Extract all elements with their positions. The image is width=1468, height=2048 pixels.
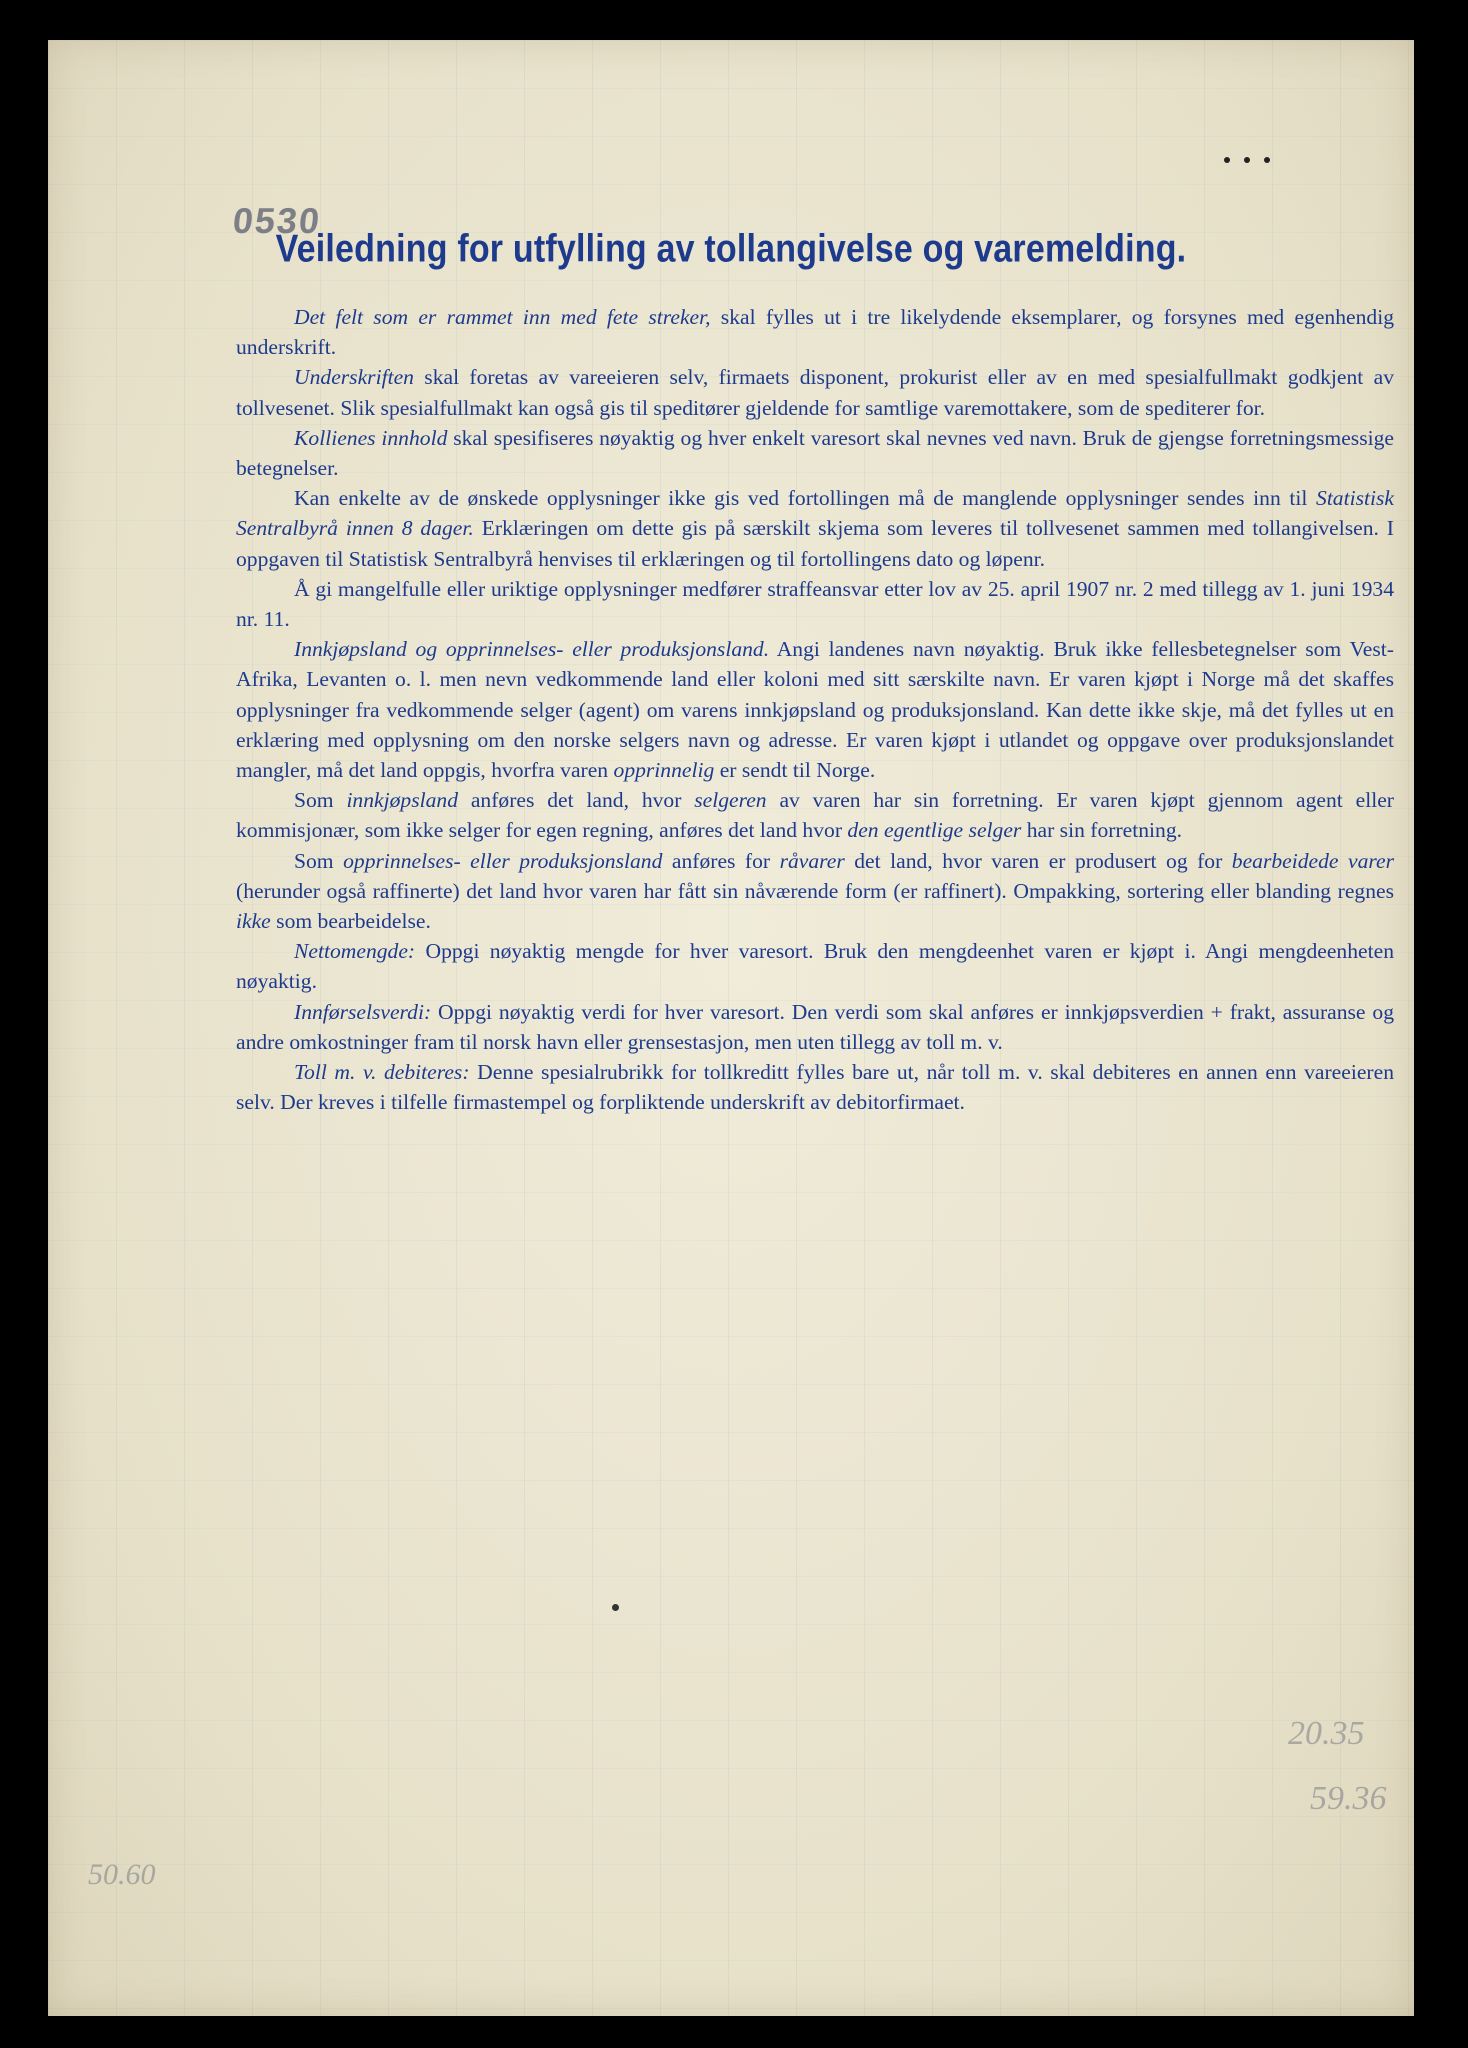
italic-term: den egentlige selger — [847, 818, 1022, 843]
paragraph-text: av varen har sin forretning. Er varen kjøpt gjennom agent eller kommisjonær, som ikke selger for egen regning, anføres det land hvor — [236, 788, 1394, 843]
italic-term: Nettomengde: — [294, 939, 416, 964]
margin-mark-1: 20.35 — [1288, 1715, 1365, 1752]
instruction-paragraph — [236, 574, 1394, 634]
paragraph-text: Som — [294, 848, 344, 873]
paragraph-text: Denne spesialrubrikk for tollkreditt fylles bare ut, når toll m. v. skal debiteres en annen enn vareeieren selv. Der kreves i tilfelle firmastempel og forpliktende underskrift av debitorfirmaet. — [236, 1060, 1395, 1115]
instruction-paragraph — [236, 483, 1394, 574]
paragraph-text: anføres det land, hvor — [458, 788, 695, 813]
italic-term: Kollienes innhold — [294, 425, 448, 450]
instructions-body — [236, 302, 1394, 1117]
paragraph-text: har sin forretning. — [1021, 818, 1183, 843]
paragraph-text: skal spesifiseres nøyaktig og hver enkelt varesort skal nevnes ved navn. Bruk de gjengse forretningsmessige betegnelser. — [236, 425, 1394, 481]
paragraph-text: det land, hvor varen er produsert og for — [844, 848, 1232, 873]
paragraph-text: Oppgi nøyaktig verdi for hver varesort. Den verdi som skal anføres er innkjøpsverdien + frakt, assuranse og andre omkostninger fram til norsk havn eller grensestasjon, men uten tillegg av toll m. v. — [236, 999, 1394, 1054]
paragraph-text: Kan enkelte av de ønskede opplysninger ikke gis ved fortollingen må de manglende opplysninger sendes inn til — [294, 486, 1317, 511]
italic-term: opprinnelses- eller produksjonsland — [343, 848, 663, 873]
instruction-paragraph — [236, 936, 1394, 996]
italic-term: Statistisk Sentralbyrå innen 8 dager. — [236, 486, 1394, 541]
margin-mark-2: 59.36 — [1310, 1780, 1387, 1817]
paragraph-text: skal foretas av vareeieren selv, firmaets disponent, prokurist eller av en med spesialfullmakt godkjent av tollvesenet. Slik spesialfullmakt kan også gis til speditører gjeldende for samtlige varemottakere, som de spediterer for. — [236, 365, 1394, 420]
corner-ink-marks — [1224, 150, 1304, 160]
paragraph-text: Angi landenes navn nøyaktig. Bruk ikke fellesbetegnelser som Vest-Afrika, Levanten o. l. men nevn vedkommende land eller koloni med sitt særskilte navn. Er varen kjøpt i Norge må det skaffes opplysninger fra vedkommende selger (agent) om varens innkjøpsland og produksjonsland. Kan dette ikke skje, må det fylles ut en erklæring med opplysning om den norske selgers navn og adresse. Er varen kjøpt i utlandet og oppgave over produksjonslandet mangler, må det land oppgis, hvorfra varen — [236, 637, 1394, 783]
instruction-paragraph — [236, 1057, 1394, 1117]
italic-term: bearbeidede varer — [1231, 848, 1394, 873]
paragraph-text: skal fylles ut i tre likelydende eksemplarer, og forsynes med egenhendig underskrift. — [236, 305, 1395, 360]
instruction-paragraph — [236, 423, 1394, 483]
italic-term: selgeren — [694, 788, 767, 813]
document-title: Veiledning for utfylling av tollangivelse og varemelding. — [275, 227, 1187, 271]
italic-term: ikke — [236, 909, 271, 934]
instruction-paragraph — [236, 997, 1394, 1057]
instruction-paragraph — [236, 846, 1394, 937]
instruction-paragraph — [236, 634, 1394, 785]
margin-mark-3: 50.60 — [88, 1858, 156, 1891]
instruction-paragraph — [236, 362, 1394, 422]
italic-term: Det felt som er rammet inn med fete streker, — [294, 305, 711, 329]
ink-dot — [612, 1604, 619, 1611]
paragraph-text: er sendt til Norge. — [714, 758, 876, 783]
stamp-number: 0530 — [230, 200, 324, 241]
italic-term: Innkjøpsland og opprinnelses- eller produksjonsland. — [294, 637, 770, 662]
document-page — [48, 40, 1414, 2016]
paragraph-text: Erklæringen om dette gis på særskilt skjema som leveres til tollvesenet sammen med tollangivelsen. I oppgaven til Statistisk Sentralbyrå henvises til erklæringen og til fortollingens dato og løpenr. — [236, 516, 1394, 571]
italic-term: opprinnelig — [613, 758, 715, 783]
paragraph-text: Å gi mangelfulle eller uriktige opplysninger medfører straffeansvar etter lov av 25. april 1907 nr. 2 med tillegg av 1. juni 1934 nr. 11. — [236, 576, 1394, 632]
paragraph-text: som bearbeidelse. — [270, 909, 431, 934]
instruction-paragraph — [236, 785, 1394, 845]
italic-term: råvarer — [779, 848, 845, 873]
instruction-paragraph — [236, 302, 1394, 362]
paragraph-text: Som — [294, 788, 347, 813]
italic-term: Innførselsverdi: — [294, 999, 432, 1024]
italic-term: Underskriften — [294, 365, 414, 390]
italic-term: innkjøpsland — [346, 788, 459, 813]
paragraph-text: (herunder også raffinerte) det land hvor varen har fått sin nåværende form (er raffinert). Ompakking, sortering eller blanding regnes — [236, 878, 1394, 903]
paragraph-text: Oppgi nøyaktig mengde for hver varesort. Bruk den mengdeenhet varen er kjøpt i. Angi mengdeenheten nøyaktig. — [236, 939, 1394, 994]
paragraph-text: anføres for — [662, 848, 780, 873]
italic-term: Toll m. v. debiteres: — [294, 1060, 470, 1085]
